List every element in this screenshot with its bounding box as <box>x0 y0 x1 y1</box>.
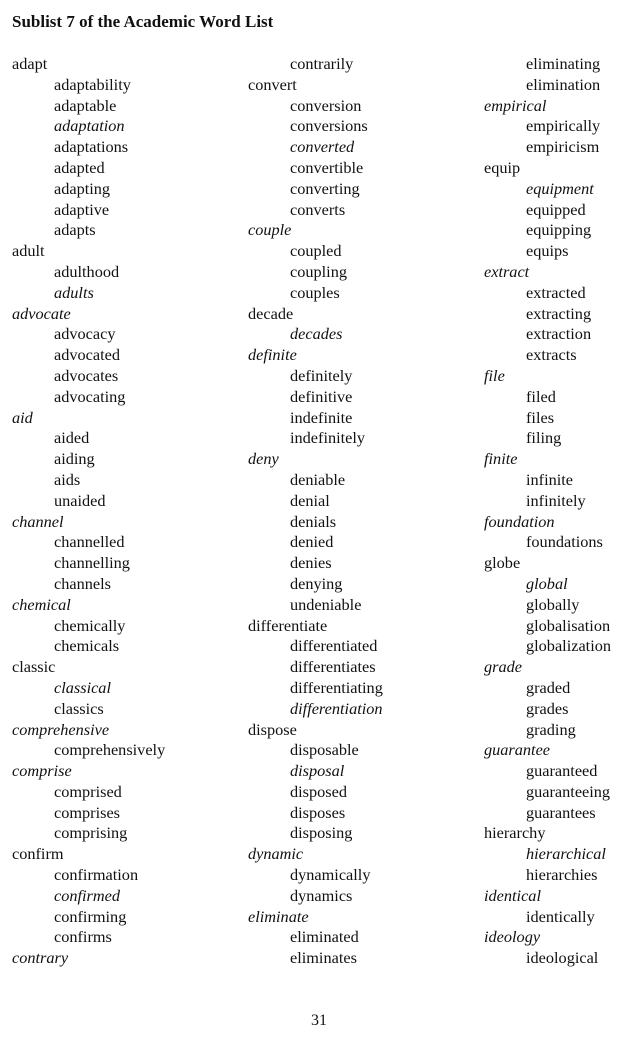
word-family-member: globalization <box>526 636 611 656</box>
word-family-member: comprises <box>54 802 121 822</box>
word-family-member: files <box>526 407 555 427</box>
word-family-member: contrarily <box>290 54 354 73</box>
word-family-member: chemically <box>54 615 126 635</box>
headword: contrary <box>12 948 69 968</box>
headword: globe <box>484 553 521 573</box>
word-family-member: elimination <box>526 74 601 94</box>
headword: channel <box>12 511 64 531</box>
word-family-member: guaranteed <box>526 761 598 781</box>
word-family-member: channelled <box>54 532 125 552</box>
word-family-member: confirms <box>54 927 112 947</box>
word-family-member: denial <box>290 490 330 510</box>
word-family-member: identically <box>526 906 595 926</box>
word-family-member: couples <box>290 282 340 302</box>
word-family-member: disposal <box>290 761 345 781</box>
word-family-member: adaptability <box>54 74 131 94</box>
word-family-member: advocates <box>54 365 119 385</box>
page-title: Sublist 7 of the Academic Word List <box>12 12 274 31</box>
headword: extract <box>484 261 530 281</box>
word-family-member: denied <box>290 532 334 552</box>
word-family-member: converted <box>290 137 355 157</box>
headword: finite <box>484 449 518 469</box>
word-family-member: denies <box>290 553 332 573</box>
word-family-member: hierarchical <box>526 844 606 864</box>
word-family-member: differentiating <box>290 677 383 697</box>
word-family-member: adaptive <box>54 199 110 219</box>
word-family-member: eliminated <box>290 927 359 947</box>
word-family-member: comprised <box>54 781 122 801</box>
word-family-member: differentiation <box>290 698 383 718</box>
word-column-3 <box>484 54 611 969</box>
headword: classic <box>12 657 56 677</box>
headword: differentiate <box>248 615 328 635</box>
headword: hierarchy <box>484 823 546 843</box>
headword: eliminate <box>248 906 309 926</box>
word-family-member: decades <box>290 324 343 344</box>
word-family-member: foundations <box>526 532 603 552</box>
word-family-member: adaptable <box>54 95 117 115</box>
headword: couple <box>248 220 292 240</box>
word-family-member: denials <box>290 511 337 531</box>
word-family-member: adaptations <box>54 137 129 157</box>
word-family-member: differentiates <box>290 657 376 677</box>
word-family-member: advocating <box>54 386 126 406</box>
word-family-member: denying <box>290 573 343 593</box>
word-family-member: channelling <box>54 553 130 573</box>
word-family-member: conversion <box>290 95 362 115</box>
headword: grade <box>484 657 522 677</box>
word-family-member: equips <box>526 241 569 261</box>
word-family-member: coupling <box>290 261 347 281</box>
word-family-member: differentiated <box>290 636 378 656</box>
word-family-member: confirmation <box>54 865 139 885</box>
word-family-member: aiding <box>54 449 95 469</box>
word-family-member: extraction <box>526 324 592 344</box>
word-family-member: equipping <box>526 220 592 240</box>
word-family-member: undeniable <box>290 594 362 614</box>
word-family-member: adapting <box>54 178 111 198</box>
word-family-member: classics <box>54 698 104 718</box>
headword: chemical <box>12 594 71 614</box>
word-family-member: conversions <box>290 116 368 136</box>
word-column-1 <box>12 54 165 969</box>
word-family-member: disposable <box>290 740 359 760</box>
word-family-member: guaranteeing <box>526 781 611 801</box>
headword: decade <box>248 303 294 323</box>
headword: definite <box>248 345 297 365</box>
word-family-member: ideological <box>526 948 599 968</box>
word-family-member: indefinite <box>290 407 353 427</box>
word-family-member: guarantees <box>526 802 596 822</box>
word-family-member: dynamically <box>290 865 371 885</box>
page-number: 31 <box>311 1012 327 1029</box>
headword: foundation <box>484 511 555 531</box>
word-family-member: advocacy <box>54 324 116 344</box>
word-family-member: disposing <box>290 823 353 843</box>
headword: adapt <box>12 54 48 73</box>
headword: deny <box>248 449 279 469</box>
word-family-member: dynamics <box>290 885 353 905</box>
word-family-member: classical <box>54 677 111 697</box>
word-family-member: globalisation <box>526 615 611 635</box>
word-family-member: confirming <box>54 906 127 926</box>
word-family-member: adapts <box>54 220 96 240</box>
word-family-member: unaided <box>54 490 106 510</box>
word-family-member: comprehensively <box>54 740 166 760</box>
word-family-member: adults <box>54 282 94 302</box>
word-family-member: empirically <box>526 116 601 136</box>
headword: guarantee <box>484 740 551 760</box>
word-family-member: aided <box>54 428 90 448</box>
word-family-member: extracts <box>526 345 577 365</box>
word-family-member: advocated <box>54 345 120 365</box>
word-family-member: convertible <box>290 157 364 177</box>
headword: advocate <box>12 303 71 323</box>
word-family-member: definitive <box>290 386 353 406</box>
word-family-member: channels <box>54 573 111 593</box>
word-family-member: eliminates <box>290 948 357 968</box>
headword: file <box>484 365 505 385</box>
word-family-member: equipment <box>526 178 594 198</box>
word-family-member: converting <box>290 178 360 198</box>
word-column-2 <box>248 54 383 969</box>
headword: adult <box>12 241 45 261</box>
word-family-member: aids <box>54 469 81 489</box>
headword: dynamic <box>248 844 304 864</box>
word-family-member: equipped <box>526 199 586 219</box>
word-family-member: chemicals <box>54 636 120 656</box>
word-family-member: globally <box>526 594 580 614</box>
headword: ideology <box>484 927 541 947</box>
word-family-member: indefinitely <box>290 428 366 448</box>
word-family-member: extracted <box>526 282 586 302</box>
word-family-member: adapted <box>54 157 105 177</box>
headword: convert <box>248 74 297 94</box>
headword: dispose <box>248 719 297 739</box>
word-family-member: adulthood <box>54 261 120 281</box>
word-family-member: deniable <box>290 469 346 489</box>
word-family-member: disposed <box>290 781 347 801</box>
word-family-member: confirmed <box>54 885 121 905</box>
headword: confirm <box>12 844 64 864</box>
word-family-member: extracting <box>526 303 592 323</box>
headword: comprise <box>12 761 72 781</box>
word-family-member: graded <box>526 677 571 697</box>
headword: aid <box>12 407 33 427</box>
word-family-member: infinitely <box>526 490 586 510</box>
word-family-member: global <box>526 573 568 593</box>
word-family-member: converts <box>290 199 346 219</box>
headword: identical <box>484 885 541 905</box>
word-family-member: empiricism <box>526 137 600 157</box>
word-family-member: infinite <box>526 469 574 489</box>
word-family-member: filed <box>526 386 556 406</box>
word-family-member: coupled <box>290 241 342 261</box>
word-family-member: hierarchies <box>526 865 598 885</box>
word-family-member: grading <box>526 719 576 739</box>
headword: equip <box>484 157 521 177</box>
word-family-member: comprising <box>54 823 128 843</box>
word-family-member: eliminating <box>526 54 601 73</box>
headword: empirical <box>484 95 547 115</box>
word-family-member: grades <box>526 698 569 718</box>
word-family-member: definitely <box>290 365 353 385</box>
word-family-member: disposes <box>290 802 346 822</box>
word-family-member: filing <box>526 428 562 448</box>
headword: comprehensive <box>12 719 110 739</box>
word-family-member: adaptation <box>54 116 125 136</box>
